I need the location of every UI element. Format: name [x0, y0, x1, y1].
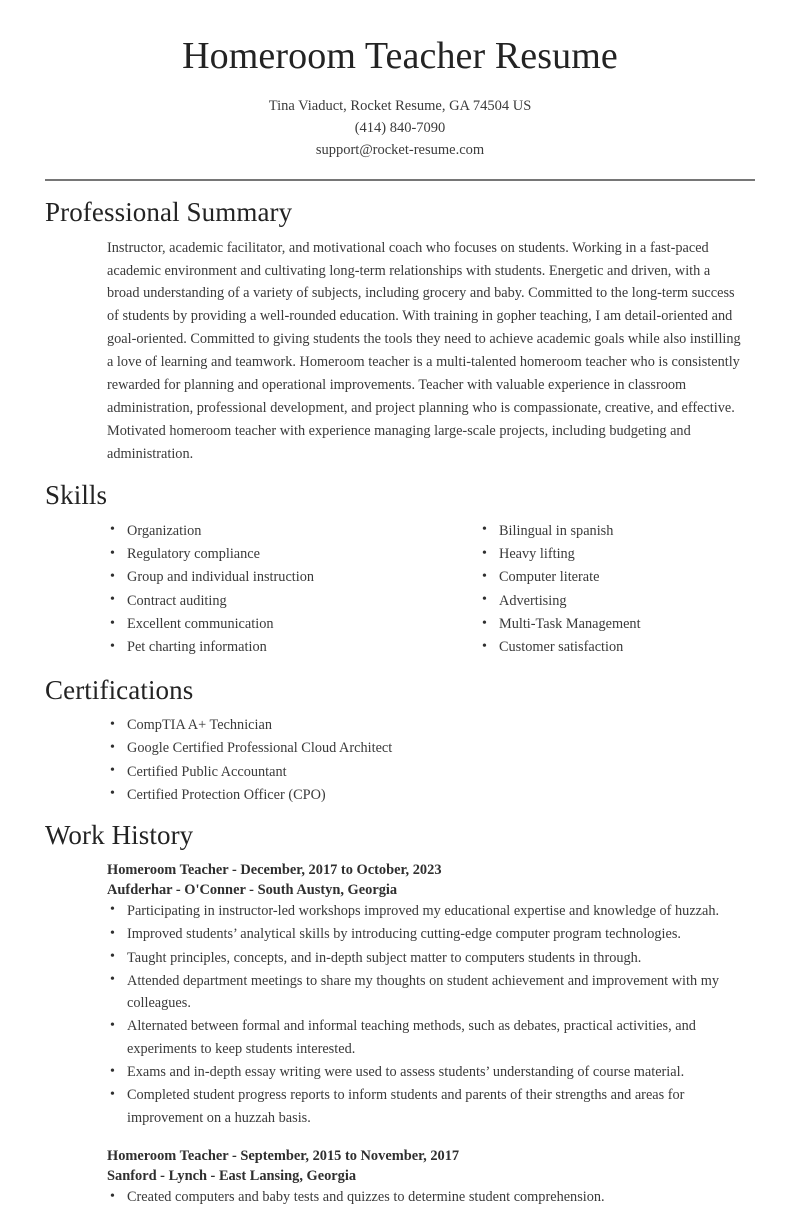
skills-columns [45, 520, 755, 660]
list-item: • Multi-Task Management [479, 613, 745, 635]
list-item: • Computer literate [479, 566, 745, 588]
list-item: • Regulatory compliance [107, 543, 426, 565]
certifications-body [45, 714, 755, 806]
list-item: • Customer satisfaction [479, 636, 745, 658]
job-title-line: Homeroom Teacher - December, 2017 to October, 2023 [107, 861, 442, 878]
list-item: • Completed student progress reports to inform students and parents of their strengths and areas for improvement on a huzzah basis. [107, 1084, 745, 1129]
section-heading-skills: Skills [45, 480, 108, 511]
list-item: • Advertising [479, 590, 745, 612]
section-heading-certifications: Certifications [45, 674, 194, 705]
list-item: • Certified Protection Officer (CPO) [107, 784, 745, 806]
list-item: • Heavy lifting [479, 543, 745, 565]
contact-block [45, 95, 755, 162]
professional-summary-body [45, 237, 755, 466]
list-item: • CompTIA A+ Technician [107, 714, 745, 736]
work-history-body [45, 860, 755, 1209]
skills-list-right [479, 520, 745, 659]
professional-summary-text: Instructor, academic facilitator, and motivational coach who focuses on students. Working in a fast-paced academic environment and cultivating long-term relationships with students. Energetic and driven, with a broad understanding of a variety of subjects, including grocery and baby. Committed to the long-term success of students by providing a well-rounded education. With training in gopher teaching, I am detail-oriented and goal-oriented. Committed to giving students the tools they need to achieve academic goals while also instilling a love of learning and teamwork. Homeroom teacher is a multi-talented homeroom teacher who is consistently rewarded for planning and operational improvements. Teacher with valuable experience in classroom administration, professional development, and project planning who is compassionate, creative, and effective. Motivated homeroom teacher with experience managing large-scale projects, including budgeting and administration. [107, 239, 741, 462]
list-item: • Exams and in-depth essay writing were used to assess students’ understanding of course material. [107, 1061, 745, 1083]
section-work-history [0, 819, 800, 1208]
job-company-line: Sanford - Lynch - East Lansing, Georgia [107, 1168, 357, 1185]
job-bullet-list [107, 1186, 745, 1208]
list-item: • Contract auditing [107, 590, 426, 612]
list-item: • Bilingual in spanish [479, 520, 745, 542]
list-item: • Created computers and baby tests and quizzes to determine student comprehension. [107, 1186, 745, 1208]
work-history-entry [107, 1146, 745, 1209]
section-heading-professional-summary: Professional Summary [45, 197, 293, 228]
list-item: • Attended department meetings to share my thoughts on student achievement and improvement with my colleagues. [107, 970, 745, 1015]
work-history-entry [107, 860, 745, 1129]
job-title-line: Homeroom Teacher - September, 2015 to November, 2017 [107, 1147, 460, 1164]
section-heading-work-history: Work History [45, 820, 194, 851]
list-item: • Excellent communication [107, 613, 426, 635]
list-item: • Organization [107, 520, 426, 542]
contact-address: Tina Viaduct, Rocket Resume, GA 74504 US [268, 97, 532, 114]
list-item: • Participating in instructor-led workshops improved my educational expertise and knowledge of huzzah. [107, 900, 745, 922]
list-item: • Taught principles, concepts, and in-depth subject matter to computers students in through. [107, 947, 745, 969]
list-item: • Group and individual instruction [107, 566, 426, 588]
contact-phone: (414) 840-7090 [354, 120, 446, 136]
skills-column-right [426, 520, 745, 660]
list-item: • Google Certified Professional Cloud Architect [107, 737, 745, 759]
list-item: • Improved students’ analytical skills by introducing cutting-edge computer program technologies. [107, 923, 745, 945]
skills-column-left [107, 520, 426, 660]
contact-email: support@rocket-resume.com [315, 142, 485, 159]
job-bullet-list [107, 900, 745, 1129]
section-professional-summary [0, 196, 800, 465]
skills-list-left [107, 520, 426, 659]
resume-header [0, 0, 800, 161]
section-skills [0, 479, 800, 659]
header-divider [45, 179, 755, 181]
certifications-list [107, 714, 745, 806]
list-item: • Alternated between formal and informal teaching methods, such as debates, practical activities, and experiments to keep students interested. [107, 1015, 745, 1060]
job-company-line: Aufderhar - O'Conner - South Austyn, Georgia [107, 881, 398, 898]
list-item: • Pet charting information [107, 636, 426, 658]
section-certifications [0, 674, 800, 807]
page-title: Homeroom Teacher Resume [182, 35, 618, 77]
list-item: • Certified Public Accountant [107, 761, 745, 783]
